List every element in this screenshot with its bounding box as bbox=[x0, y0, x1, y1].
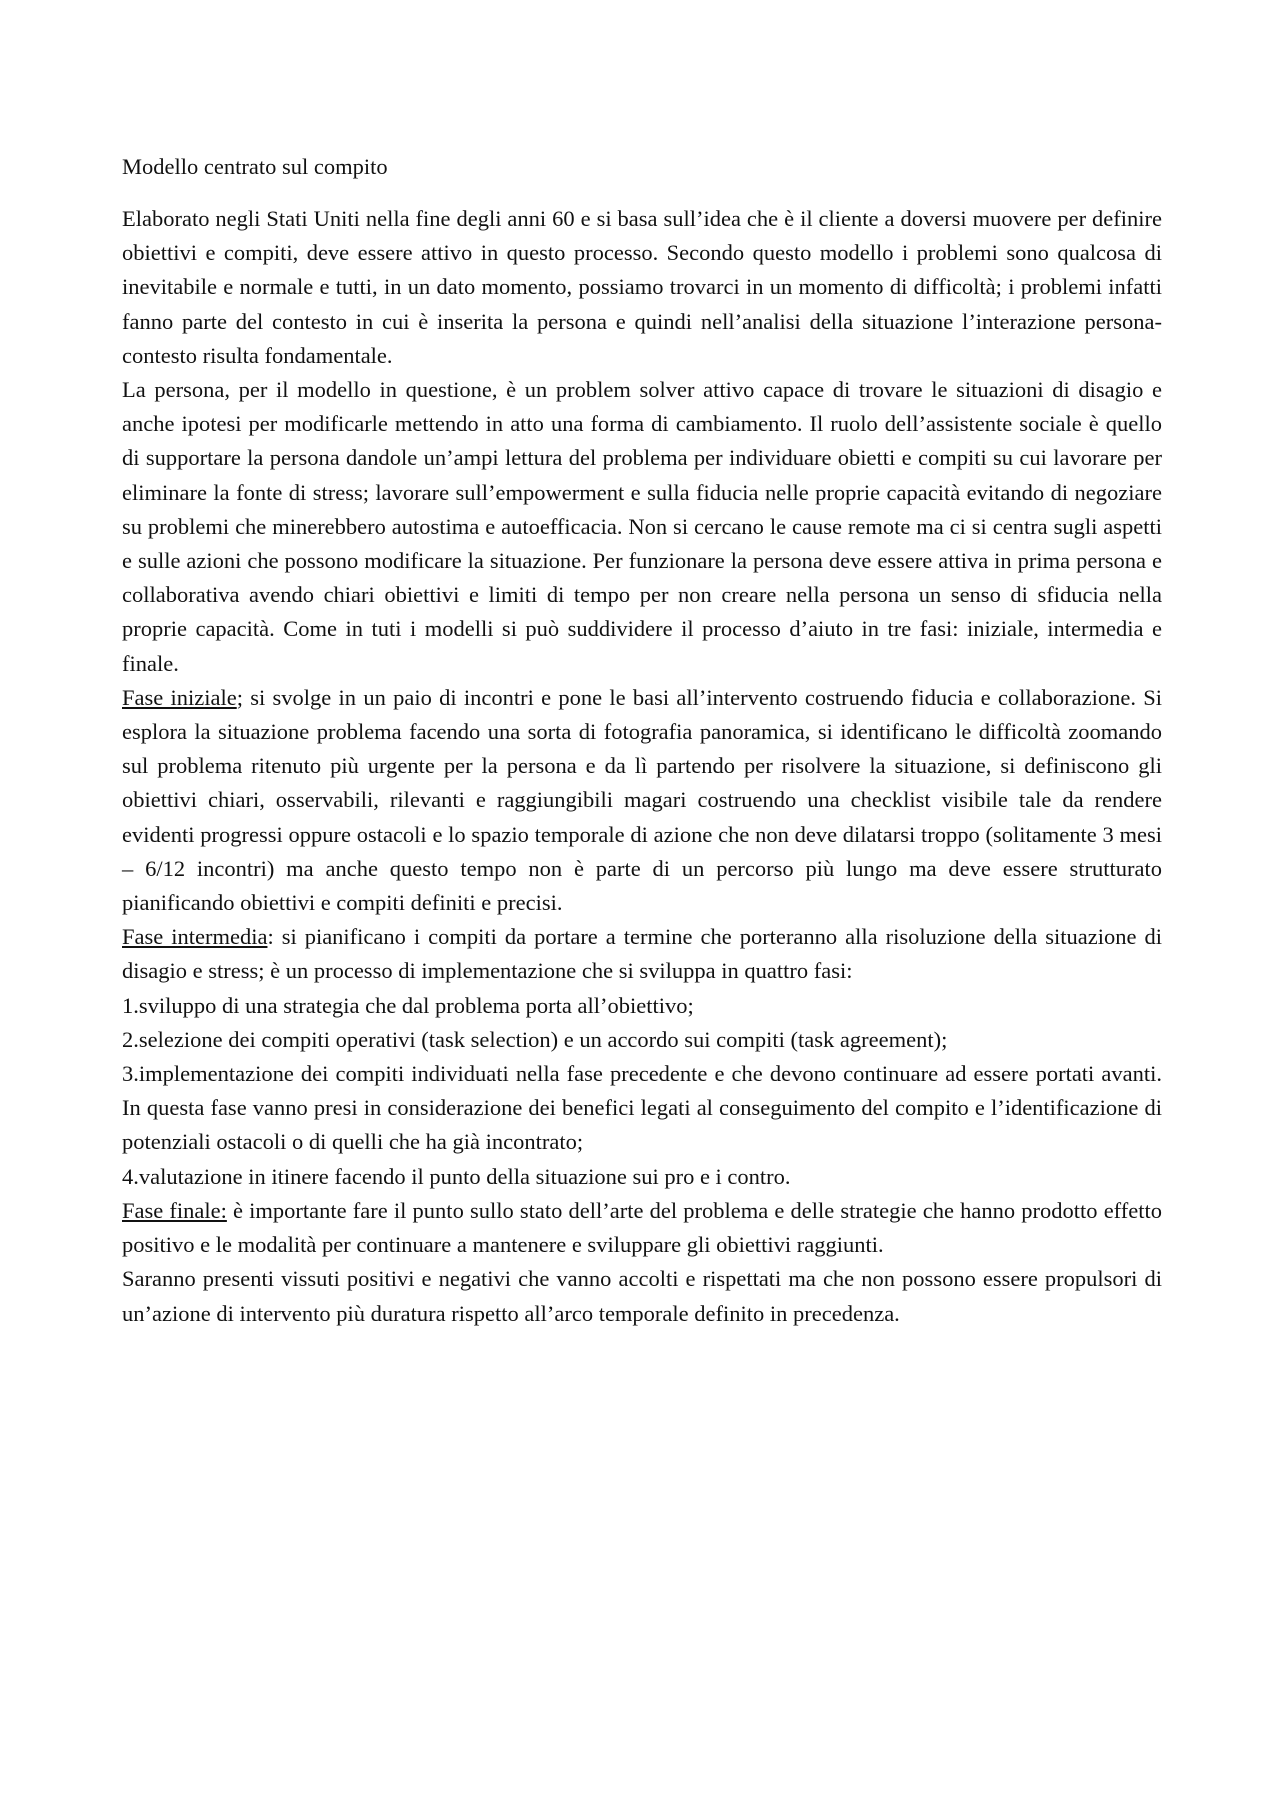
paragraph-text: Elaborato negli Stati Uniti nella fine degli anni 60 e si basa sull’idea che è il cliente a doversi muovere per definire obiettivi e compiti, deve essere attivo in questo processo. Secondo questo modello i problemi sono qualcosa di inevitabile e normale e tutti, in un dato momento, possiamo trovarci in un momento di difficoltà; i problemi infatti fanno parte del contesto in cui è inserita la persona e quindi nell’analisi della situazione l’interazione persona-contesto risulta fondamentale. bbox=[122, 206, 1162, 368]
paragraph-fase-finale bbox=[122, 1194, 1162, 1262]
list-item-step-3 bbox=[122, 1057, 1162, 1160]
document-body bbox=[122, 202, 1162, 1331]
paragraph-text: Saranno presenti vissuti positivi e negativi che vanno accolti e rispettati ma che non possono essere propulsori di un’azione di intervento più duratura rispetto all’arco temporale definito in precedenza. bbox=[122, 1266, 1162, 1326]
section-heading-fase-iniziale: Fase iniziale bbox=[122, 684, 237, 710]
document-title: Modello centrato sul compito bbox=[122, 154, 388, 179]
paragraph-text: La persona, per il modello in questione, è un problem solver attivo capace di trovare le situazioni di disagio e anche ipotesi per modificarle mettendo in atto una forma di cambiamento. Il ruolo dell’assistente sociale è quello di supportare la persona dandole un’ampi lettura del problema per individuare obietti e compiti su cui lavorare per eliminare la fonte di stress; lavorare sull’empowerment e sulla fiducia nelle proprie capacità evitando di negoziare su problemi che minerebbero autostima e autoefficacia. Non si cercano le cause remote ma ci si centra sugli aspetti e sulle azioni che possono modificare la situazione. Per funzionare la persona deve essere attiva in prima persona e collaborativa avendo chiari obiettivi e limiti di tempo per non creare nella persona un senso di sfiducia nella proprie capacità. Come in tuti i modelli si può suddividere il processo d’aiuto in tre fasi: iniziale, intermedia e finale. bbox=[122, 377, 1162, 676]
list-item-text: 3.implementazione dei compiti individuati nella fase precedente e che devono continuare ad essere portati avanti. In questa fase vanno presi in considerazione dei benefici legati al conseguimento del compito e l’identificazione di potenziali ostacoli o di quelli che ha già incontrato; bbox=[122, 1061, 1162, 1155]
paragraph-text: : si pianificano i compiti da portare a termine che porteranno alla risoluzione della situazione di disagio e stress; è un processo di implementazione che si sviluppa in quattro fasi: bbox=[122, 924, 1162, 984]
paragraph-text: è importante fare il punto sullo stato dell’arte del problema e delle strategie che hanno prodotto effetto positivo e le modalità per continuare a mantenere e sviluppare gli obiettivi raggiunti. bbox=[122, 1197, 1162, 1258]
paragraph-fase-iniziale bbox=[122, 681, 1162, 920]
list-item-step-4 bbox=[122, 1160, 1162, 1194]
section-heading-fase-intermedia: Fase intermedia bbox=[122, 924, 268, 950]
paragraph-persona bbox=[122, 373, 1162, 681]
list-item-text: 1.sviluppo di una strategia che dal problema porta all’obiettivo; bbox=[122, 992, 694, 1018]
paragraph-intro bbox=[122, 202, 1162, 373]
paragraph-text: ; si svolge in un paio di incontri e pone le basi all’intervento costruendo fiducia e collaborazione. Si esplora la situazione problema facendo una sorta di fotografia panoramica, si identificano le difficoltà zoomando sul problema ritenuto più urgente per la persona e da lì partendo per risolvere la situazione, si definiscono gli obiettivi chiari, osservabili, rilevanti e raggiungibili magari costruendo una checklist visibile tale da rendere evidenti progressi oppure ostacoli e lo spazio temporale di azione che non deve dilatarsi troppo (solitamente 3 mesi – 6/12 incontri) ma anche questo tempo non è parte di un percorso più lungo ma deve essere strutturato pianificando obiettivi e compiti definiti e precisi. bbox=[122, 684, 1162, 916]
paragraph-conclusion bbox=[122, 1262, 1162, 1330]
paragraph-fase-intermedia bbox=[122, 920, 1162, 988]
list-item-text: 4.valutazione in itinere facendo il punto della situazione sui pro e i contro. bbox=[122, 1163, 791, 1189]
section-heading-fase-finale: Fase finale: bbox=[122, 1197, 227, 1223]
document-page bbox=[122, 150, 1162, 1331]
list-item-text: 2.selezione dei compiti operativi (task selection) e un accordo sui compiti (task agreement); bbox=[122, 1026, 948, 1052]
list-item-step-2 bbox=[122, 1023, 1162, 1057]
list-item-step-1 bbox=[122, 989, 1162, 1023]
